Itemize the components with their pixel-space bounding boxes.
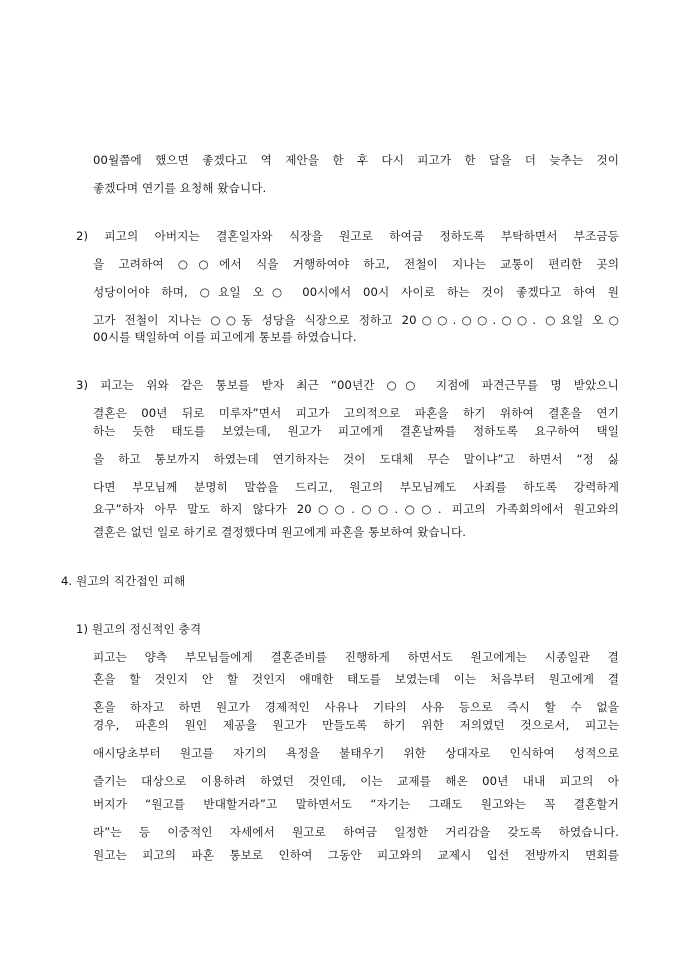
intro-line-1: 00월쯤에 했으면 좋겠다고 역 제안을 한 후 다시 피고가 한 달을 더 늦추는 것이 [93,153,619,167]
sub1-heading: 1) 원고의 정신적인 충격 [76,622,202,636]
section4-heading: 4. 원고의 직간접인 피해 [61,574,186,588]
item3-line-7: 결혼은 없던 일로 하기로 결정했다며 원고에게 파혼을 통보하여 왔습니다. [93,525,467,539]
sub1-line-5: 애시당초부터 원고를 자기의 욕정을 불태우기 위한 상대자로 인식하여 성적으로 [93,746,619,760]
item2-line-3: 성당이어야 하며, ○요일 오○ 00시에서 00시 사이로 하는 것이 좋겠다고 하여 원 [93,285,619,299]
item2-line-4: 고가 전철이 지나는 ○○동 성당을 식장으로 정하고 20○○.○○.○○. ○요일 오○ [93,313,619,327]
sub1-line-7: 버지가 “원고를 반대할거라”고 말하면서도 “자기는 그래도 원고와는 꼭 결혼할거 [93,797,619,811]
sub1-line-4: 경우, 파혼의 원인 제공을 원고가 만들도록 하기 위한 저의였던 것으로서, 피고는 [93,718,619,732]
intro-line-2: 좋겠다며 연기를 요청해 왔습니다. [93,181,267,195]
item3-line-4: 을 하고 통보까지 하였는데 연기하자는 것이 도대체 무슨 말이냐”고 하면서 “정 싫 [93,452,619,466]
sub1-line-2: 혼을 할 것인지 안 할 것인지 애매한 태도를 보였는데 이는 처음부터 원고에게 결 [93,672,619,686]
sub1-line-8: 라”는 등 이중적인 자세에서 원고로 하여금 일정한 거리감을 갖도록 하였습니다. [93,825,619,839]
item2-line-5: 00시를 택일하여 이를 피고에게 통보를 하였습니다. [93,330,357,344]
sub1-line-9: 원고는 피고의 파혼 통보로 인하여 그동안 피고와의 교제시 입선 전방까지 면회를 [93,848,619,862]
item2-line-1: 2) 피고의 아버지는 결혼일자와 식장을 원고로 하여금 정하도록 부탁하면서 부조금등 [76,229,619,243]
item3-line-2: 결혼은 00년 뒤로 미루자”면서 피고가 고의적으로 파혼을 하기 위하여 결혼을 연기 [93,406,619,420]
item3-line-3: 하는 듯한 태도를 보였는데, 원고가 피고에게 결혼날짜를 정하도록 요구하여 택일 [93,424,619,438]
item3-line-1: 3) 피고는 위와 같은 통보를 받자 최근 “00년간 ○○ 지점에 파견근무를 명 받았으니 [76,378,619,392]
sub1-line-1: 피고는 양측 부모님들에게 결혼준비를 진행하게 하면서도 원고에게는 시종일관 결 [93,650,619,664]
item3-line-5: 다면 부모님께 분명히 말씀을 드리고, 원고의 부모님께도 사죄를 하도록 강력하게 [93,480,619,494]
item2-line-2: 을 고려하여 ○○에서 식을 거행하여야 하고, 전철이 지나는 교통이 편리한 곳의 [93,257,619,271]
item3-line-6: 요구”하자 아무 말도 하지 않다가 20○○.○○.○○. 피고의 가족회의에서 원고와의 [93,502,619,516]
sub1-line-3: 혼을 하자고 하면 원고가 경제적인 사유나 기타의 사유 등으로 즉시 할 수 없을 [93,700,619,714]
sub1-line-6: 즐기는 대상으로 이용하려 하였던 것인데, 이는 교제를 해온 00년 내내 피고의 아 [93,774,619,788]
